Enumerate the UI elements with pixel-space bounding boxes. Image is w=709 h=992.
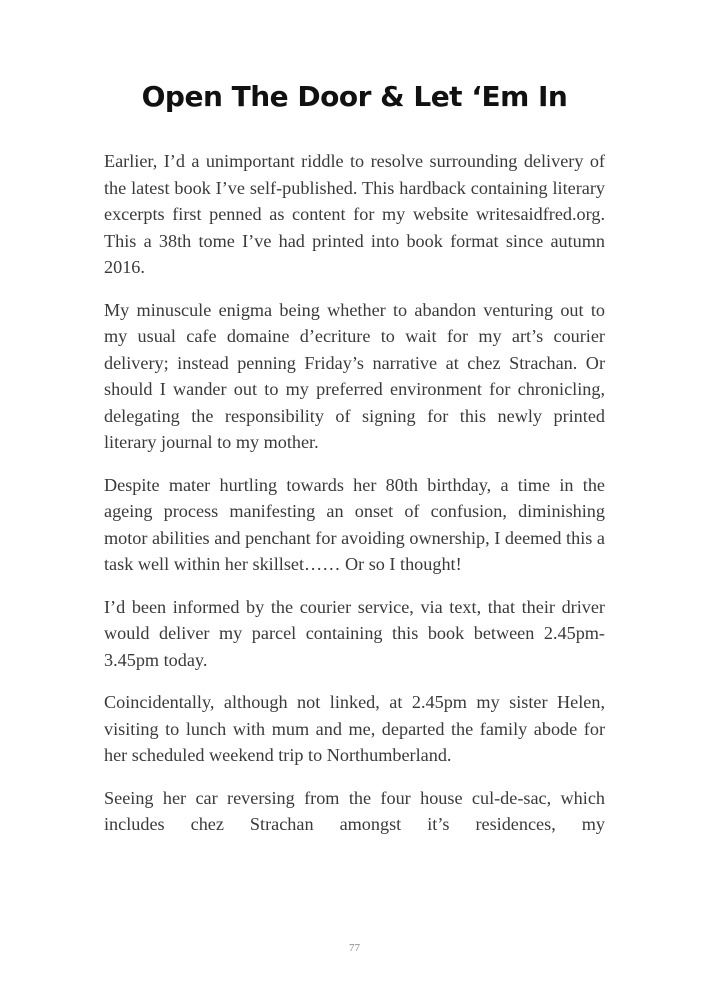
page-number: 77 <box>349 942 360 954</box>
paragraph: Seeing her car reversing from the four house cul-de-sac, which includes chez Strachan amongst it’s residences, my <box>104 787 605 834</box>
paragraph: Despite mater hurtling towards her 80th birthday, a time in the ageing process manifesting an onset of confusion, diminishing motor abilities and penchant for avoiding ownership, I deemed this a task well within her skillset…… Or so I thought! <box>104 474 605 574</box>
paragraph: Coincidentally, although not linked, at 2.45pm my sister Helen, visiting to lunch with mum and me, departed the family abode for her scheduled weekend trip to Northumberland. <box>104 692 605 765</box>
chapter-title: Open The Door & Let ‘Em In <box>141 80 568 113</box>
chapter-body <box>104 148 605 854</box>
paragraph: My minuscule enigma being whether to abandon venturing out to my usual cafe domaine d’ecriture to wait for my art’s courier delivery; instead penning Friday’s narrative at chez Strachan. Or should I wander out to my preferred environment for chronicling, delegating the responsibility of signing for this newly printed literary journal to my mother. <box>104 299 605 452</box>
paragraph: Earlier, I’d a unimportant riddle to resolve surrounding delivery of the latest book I’ve self-published. This hardback containing literary excerpts first penned as content for my website writesaidfred.org. This a 38th tome I’ve had printed into book format since autumn 2016. <box>104 151 605 277</box>
paragraph: I’d been informed by the courier service, via text, that their driver would deliver my parcel containing this book between 2.45pm-3.45pm today. <box>104 596 605 670</box>
